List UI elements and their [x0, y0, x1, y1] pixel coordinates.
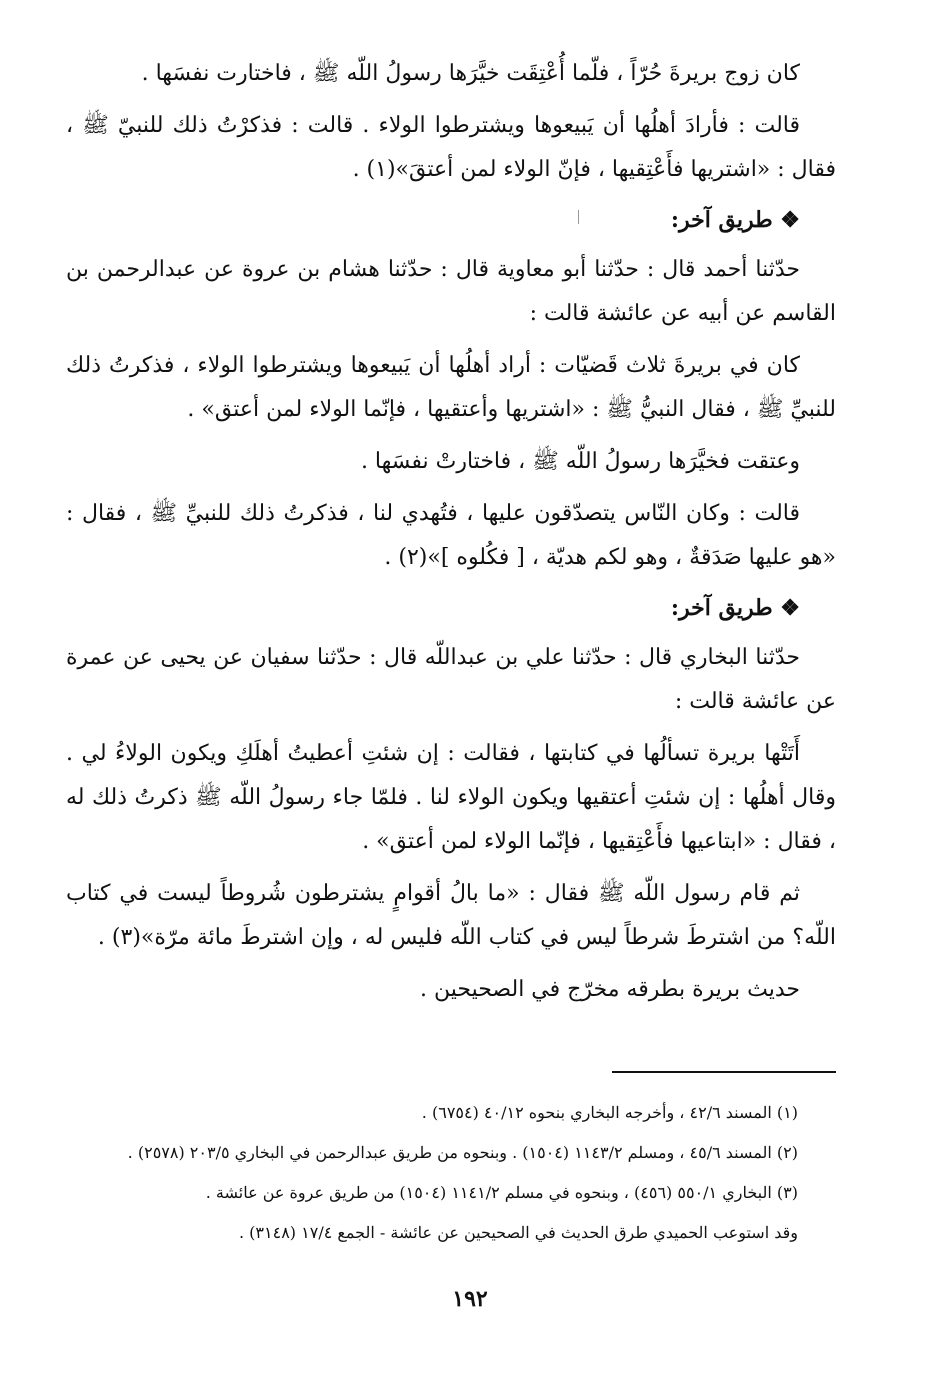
footnote: وقد استوعب الحميدي طرق الحديث في الصحيحين عن عائشة - الجمع ١٧/٤ (٣١٤٨) .: [239, 1223, 798, 1242]
margin-mark: [578, 210, 579, 224]
paragraph: قالت : فأرادَ أهلُها أن يَبيعوها ويشترطوا الولاء . قالت : فذكرْتُ ذلك للنبيّ ﷺ ، فقال : «اشتريها فأَعْتِقيها ، فإنّ الولاء لمن أعتقَ»(١) .: [66, 113, 836, 182]
footnotes: [66, 1098, 836, 1258]
paragraph: حديث بريرة بطرقه مخرّج في الصحيحين .: [420, 977, 800, 1002]
page-number: ١٩٢: [452, 1286, 488, 1312]
footnote: (٣) البخاري ٥٥٠/١ (٤٥٦) ، وبنحوه في مسلم ١١٤١/٢ (١٥٠٤) من طريق عروة عن عائشة .: [205, 1183, 798, 1202]
main-text: [66, 52, 836, 1020]
section-heading: ❖ طريق آخر:: [670, 595, 800, 621]
paragraph: حدّثنا البخاري قال : حدّثنا علي بن عبداللّه قال : حدّثنا سفيان عن يحيى عن عمرة عن عائشة قالت :: [66, 645, 836, 714]
footnote: (٢) المسند ٤٥/٦ ، ومسلم ١١٤٣/٢ (١٥٠٤) . وبنحوه من طريق عبدالرحمن في البخاري ٢٠٣/٥ (٢٥٧٨) .: [127, 1143, 798, 1162]
paragraph: أَتَتْها بريرة تسألُها في كتابتها ، فقالت : إن شئتِ أعطيتُ أهلَكِ ويكون الولاءُ لي . وقال أهلُها : إن شئتِ أعتقيها ويكون الولاء لنا . فلمّا جاء رسولُ اللّه ﷺ ذكرتُ ذلك له ، فقال : «ابتاعيها فأَعْتِقيها ، فإنّما الولاء لمن أعتق» .: [66, 741, 836, 854]
footnote-separator: [612, 1071, 836, 1073]
paragraph: وعتقت فخيَّرَها رسولُ اللّه ﷺ ، فاختارتْ نفسَها .: [360, 449, 800, 474]
footnote: (١) المسند ٤٢/٦ ، وأخرجه البخاري بنحوه ٤٠/١٢ (٦٧٥٤) .: [421, 1103, 798, 1122]
section-heading: ❖ طريق آخر:: [670, 207, 800, 233]
paragraph: قالت : وكان النّاس يتصدّقون عليها ، فتُهدي لنا ، فذكرتُ ذلك للنبيِّ ﷺ ، فقال : «هو عليها صَدَقةٌ ، وهو لكم هديّة ، [ فكُلوه ]»(٢) .: [66, 501, 836, 570]
paragraph: حدّثنا أحمد قال : حدّثنا أبو معاوية قال : حدّثنا هشام بن عروة عن عبدالرحمن بن القاسم عن أبيه عن عائشة قالت :: [66, 257, 836, 326]
paragraph: كان زوج بريرةَ حُرّاً ، فلّما أُعْتِقَت خيَّرَها رسولُ اللّه ﷺ ، فاختارت نفسَها .: [141, 61, 800, 86]
paragraph: ثم قام رسول اللّه ﷺ فقال : «ما بالُ أقوامٍ يشترطون شُروطاً ليست في كتاب اللّه؟ من اشترطَ شرطاً ليس في كتاب اللّه فليس له ، وإن اشترطَ مائة مرّة»(٣) .: [66, 881, 836, 950]
paragraph: كان في بريرةَ ثلاث قَضيّات : أراد أهلُها أن يَبيعوها ويشترطوا الولاء ، فذكرتُ ذلك للنبيِّ ﷺ ، فقال النبيُّ ﷺ : «اشتريها وأعتقيها ، فإنّما الولاء لمن أعتق» .: [66, 353, 836, 422]
